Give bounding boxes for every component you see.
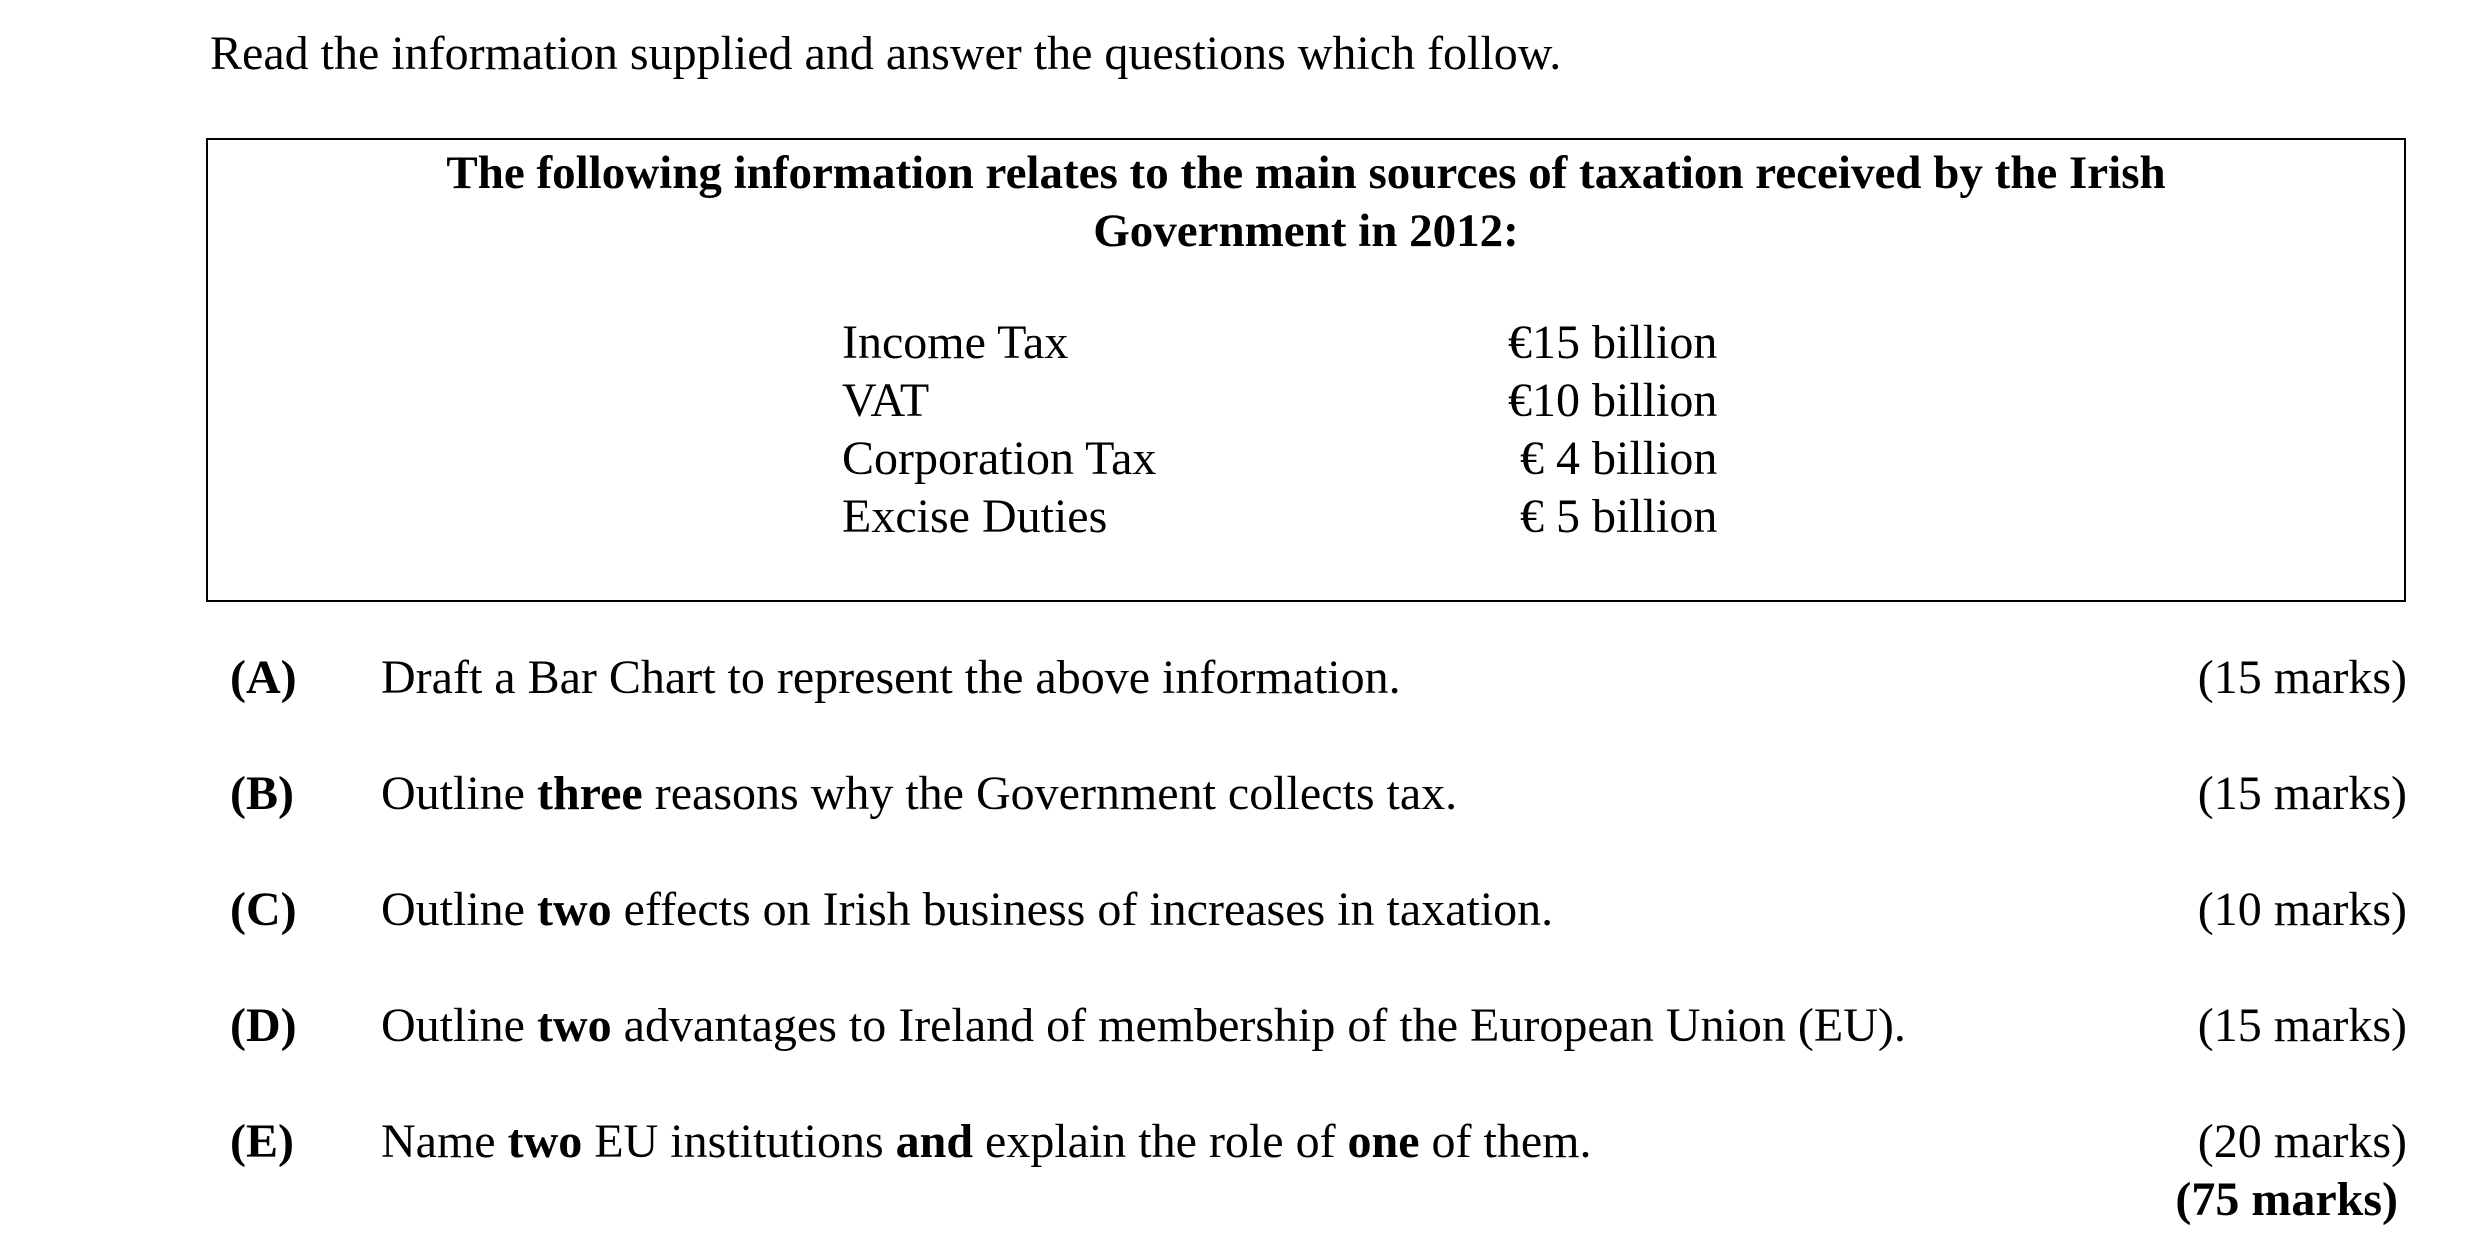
tax-amount: € 4 billion <box>1508 432 1718 485</box>
question-marks: (20 marks) <box>2197 1115 2407 1168</box>
tax-name: Corporation Tax <box>842 432 1157 485</box>
tax-row <box>208 488 2404 546</box>
question-text: Name two EU institutions and explain the role of one of them. <box>381 1115 1592 1168</box>
question-label: (C) <box>230 883 297 936</box>
tax-name: Excise Duties <box>842 490 1108 543</box>
total-marks: (75 marks) <box>2175 1173 2398 1226</box>
question-text: Outline three reasons why the Government collects tax. <box>381 767 1458 820</box>
question-label: (B) <box>230 767 294 820</box>
question-d <box>0 994 2480 1058</box>
tax-amount: €15 billion <box>1508 316 1718 369</box>
question-label: (A) <box>230 651 297 704</box>
box-heading-line-2: Government in 2012: <box>1093 205 1519 257</box>
question-marks: (10 marks) <box>2197 883 2407 936</box>
question-marks: (15 marks) <box>2197 999 2407 1052</box>
box-heading <box>208 144 2404 260</box>
question-label: (E) <box>230 1115 294 1168</box>
question-text: Outline two effects on Irish business of increases in taxation. <box>381 883 1554 936</box>
question-marks: (15 marks) <box>2197 651 2407 704</box>
instructions: Read the information supplied and answer the questions which follow. <box>210 27 1562 80</box>
question-e <box>0 1110 2480 1174</box>
box-heading-line-1: The following information relates to the main sources of taxation received by the Irish <box>446 147 2166 199</box>
tax-name: VAT <box>842 374 930 427</box>
question-c <box>0 878 2480 942</box>
question-marks: (15 marks) <box>2197 767 2407 820</box>
question-text: Outline two advantages to Ireland of membership of the European Union (EU). <box>381 999 1906 1052</box>
question-b <box>0 762 2480 826</box>
question-text: Draft a Bar Chart to represent the above information. <box>381 651 1401 704</box>
tax-information-box <box>206 138 2406 602</box>
tax-amount: €10 billion <box>1508 374 1718 427</box>
question-label: (D) <box>230 999 297 1052</box>
tax-amount: € 5 billion <box>1508 490 1718 543</box>
tax-row <box>208 314 2404 372</box>
tax-row <box>208 372 2404 430</box>
tax-row <box>208 430 2404 488</box>
question-a <box>0 646 2480 710</box>
tax-name: Income Tax <box>842 316 1069 369</box>
